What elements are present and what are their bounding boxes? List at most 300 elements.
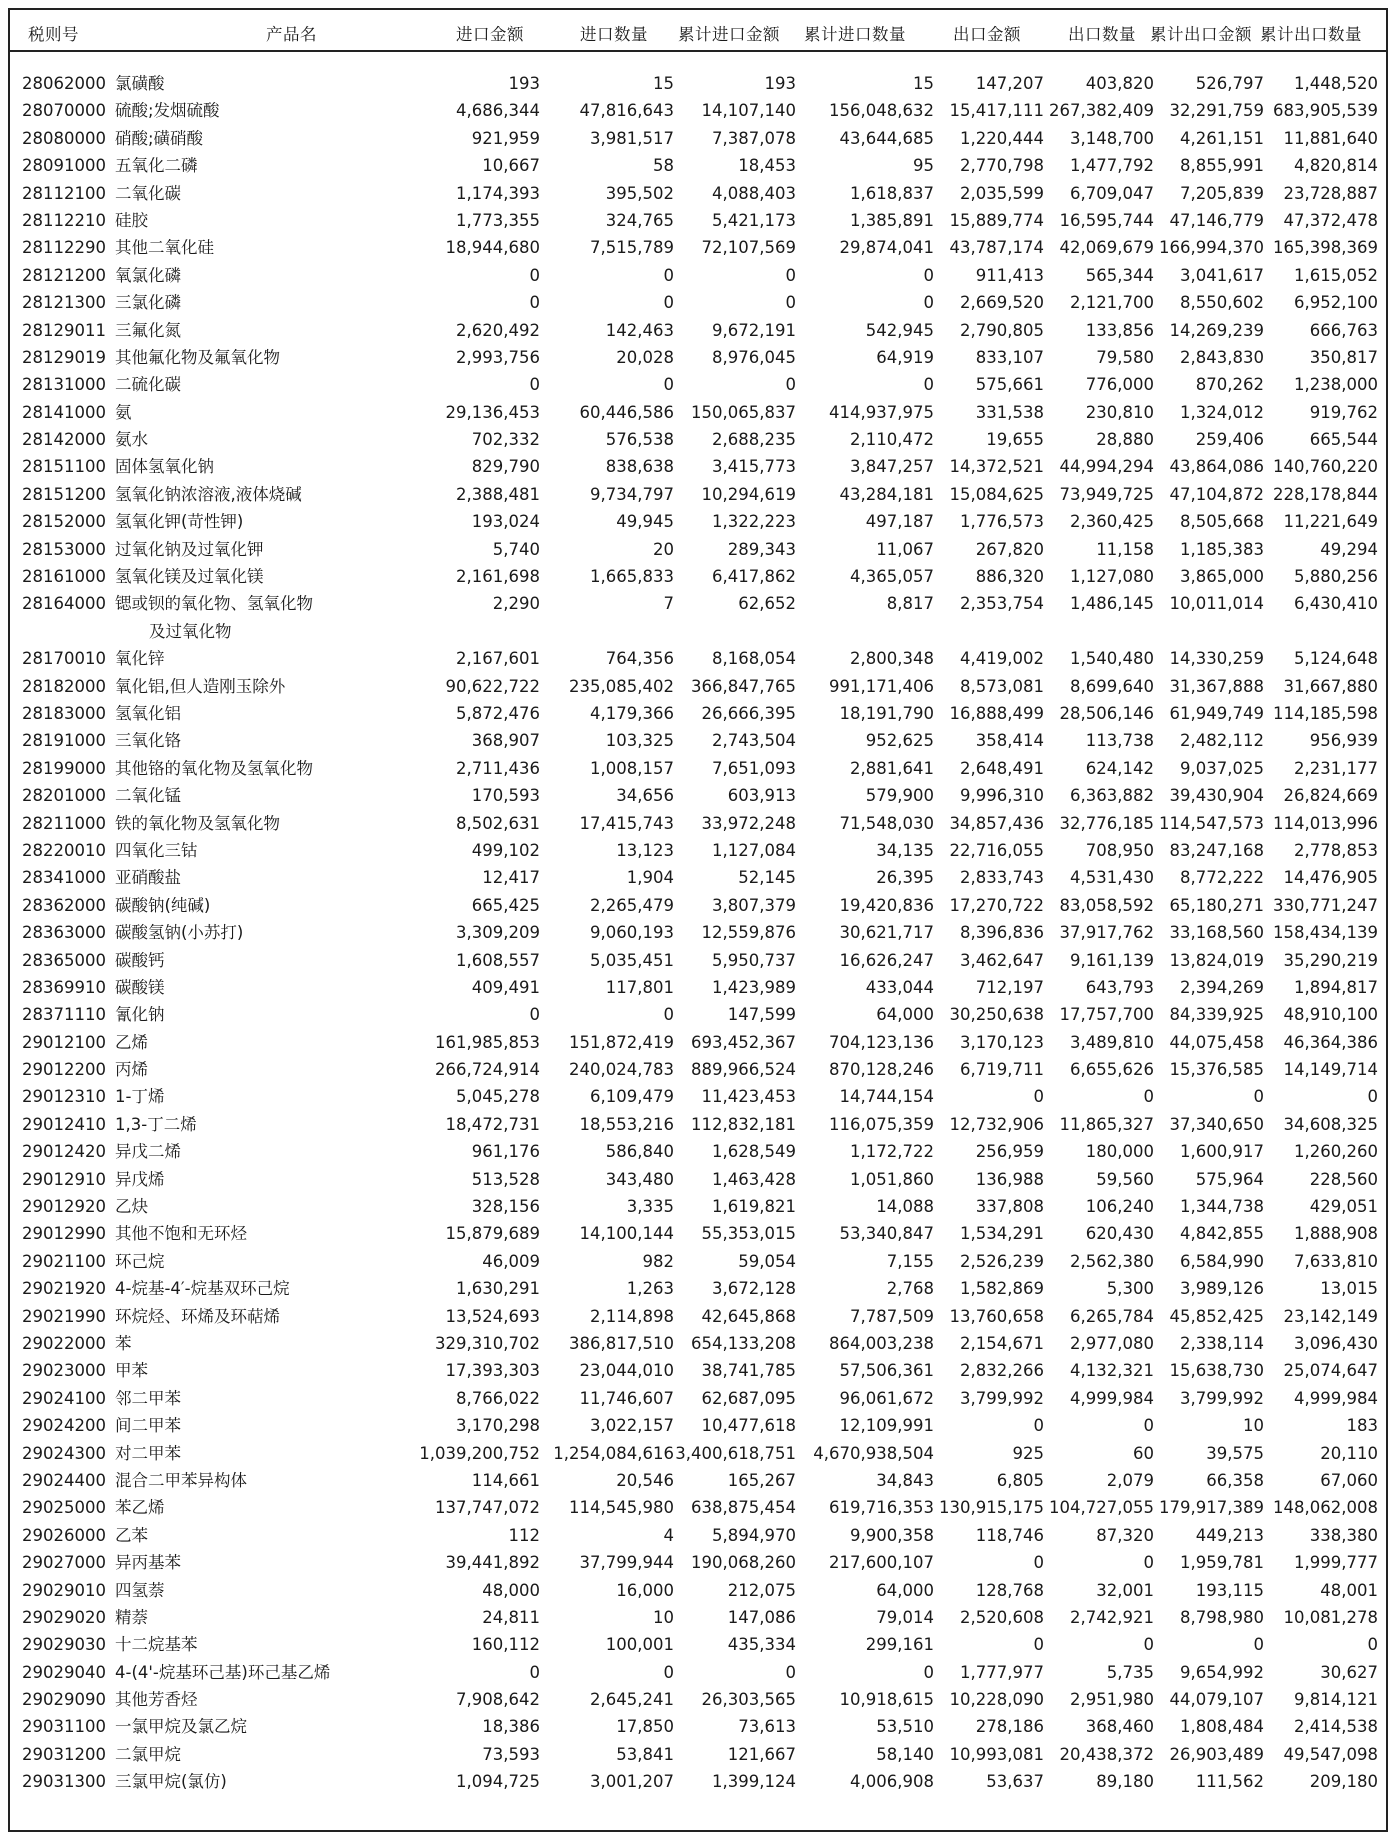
cum-export-qty-value: 20,110: [1320, 1443, 1378, 1463]
tariff-code: 28201000: [22, 786, 106, 806]
cum-import-amount-value: 1,322,223: [712, 512, 796, 532]
tariff-code: 28112100: [22, 183, 106, 203]
tariff-code: 29012100: [22, 1032, 106, 1052]
product-name-line: 氢氧化铝: [115, 704, 181, 723]
import-amount-value: 29,136,453: [445, 402, 540, 422]
tariff-code: 28371110: [22, 1005, 106, 1025]
product-name: [115, 727, 365, 754]
table-row: [10, 782, 1386, 809]
cum-import-amount-value: 638,875,454: [691, 1498, 796, 1518]
cum-export-qty-value: 228,560: [1309, 1169, 1378, 1189]
export-amount-value: 12,732,906: [949, 1114, 1044, 1134]
tariff-code: 28129011: [22, 320, 106, 340]
table-row: [10, 1604, 1386, 1631]
product-name-line: 二氧化碳: [115, 183, 181, 203]
export-amount-value: 15,417,111: [949, 101, 1044, 121]
product-name-line: 氨水: [115, 430, 148, 450]
cum-import-amount-value: 1,127,084: [712, 840, 796, 860]
export-amount-value: 2,770,798: [960, 156, 1044, 176]
import-qty-value: 395,502: [605, 183, 674, 203]
cum-import-qty-value: 18,191,790: [839, 704, 934, 723]
product-name-line: 三氯甲烷(氯仿): [115, 1772, 227, 1792]
export-qty-value: 42,069,679: [1059, 238, 1154, 258]
product-name-line: 其他二氧化硅: [115, 238, 214, 258]
table-row: [10, 755, 1386, 782]
product-name: [115, 1001, 365, 1028]
cum-import-amount-value: 4,088,403: [712, 183, 796, 203]
table-row: [10, 1713, 1386, 1740]
cum-export-qty-value: 30,627: [1320, 1662, 1378, 1682]
export-amount-value: 6,805: [996, 1470, 1044, 1490]
cum-export-amount-value: 1,185,383: [1180, 539, 1264, 559]
import-amount-value: 329,310,702: [435, 1333, 540, 1353]
table-row: [10, 371, 1386, 398]
cum-export-amount-value: 575,964: [1195, 1169, 1264, 1189]
table-row: [10, 152, 1386, 179]
cum-import-qty-value: 1,172,722: [850, 1142, 934, 1162]
table-row: [10, 563, 1386, 590]
import-qty-value: 7: [663, 594, 674, 614]
cum-import-qty-value: 58,140: [876, 1744, 934, 1764]
table-row: [10, 1001, 1386, 1028]
export-qty-value: 1,477,792: [1070, 156, 1154, 176]
export-amount-value: 2,353,754: [960, 594, 1044, 614]
tariff-code: 28182000: [22, 676, 106, 696]
cum-export-qty-value: 2,414,538: [1294, 1717, 1378, 1737]
cum-import-amount-value: 10,477,618: [701, 1416, 796, 1436]
cum-import-qty-value: 542,945: [865, 320, 934, 340]
export-amount-value: 8,396,836: [960, 923, 1044, 943]
product-name-line: 苯: [115, 1333, 132, 1353]
import-amount-value: 2,161,698: [456, 567, 540, 587]
cum-export-amount-value: 9,654,992: [1180, 1662, 1264, 1682]
product-name: [115, 481, 365, 508]
cum-import-qty-value: 0: [923, 265, 934, 285]
import-qty-value: 47,816,643: [579, 101, 674, 121]
import-qty-value: 14,100,144: [579, 1224, 674, 1244]
import-amount-value: 328,156: [471, 1197, 540, 1217]
table-row: [10, 1659, 1386, 1686]
import-qty-value: 37,799,944: [579, 1553, 674, 1573]
export-qty-value: 5,735: [1106, 1662, 1154, 1682]
import-amount-value: 15,879,689: [445, 1224, 540, 1244]
import-qty-value: 586,840: [605, 1142, 674, 1162]
export-amount-value: 9,996,310: [960, 786, 1044, 806]
cum-import-qty-value: 26,395: [876, 868, 934, 888]
cum-import-qty-value: 2,768: [886, 1279, 934, 1299]
import-amount-value: 702,332: [471, 430, 540, 450]
product-name: [115, 1111, 365, 1138]
product-name-line: 4-(4'-烷基环己基)环己基乙烯: [115, 1662, 331, 1682]
cum-import-amount-value: 654,133,208: [691, 1333, 796, 1353]
table-row: [10, 1220, 1386, 1247]
import-qty-value: 386,817,510: [569, 1333, 674, 1353]
export-amount-value: 130,915,175: [939, 1498, 1044, 1518]
cum-import-qty-value: 12,109,991: [839, 1416, 934, 1436]
cum-import-amount-value: 0: [785, 375, 796, 395]
export-amount-value: 1,776,573: [960, 512, 1044, 532]
export-amount-value: 0: [1033, 1416, 1044, 1436]
export-qty-value: 624,142: [1085, 758, 1154, 778]
product-name: [115, 207, 365, 234]
table-row: [10, 1166, 1386, 1193]
table-row: [10, 481, 1386, 508]
import-qty-value: 324,765: [605, 210, 674, 230]
export-amount-value: 2,669,520: [960, 293, 1044, 313]
product-name-line: 对二甲苯: [115, 1443, 181, 1463]
cum-export-amount-value: 83,247,168: [1169, 840, 1264, 860]
product-name-line: 锶或钡的氧化物、氢氧化物: [115, 594, 313, 614]
cum-import-amount-value: 10,294,619: [701, 484, 796, 504]
import-qty-value: 2,114,898: [590, 1306, 674, 1326]
product-name: [115, 947, 365, 974]
import-qty-value: 4,179,366: [590, 704, 674, 723]
cum-import-amount-value: 62,652: [738, 594, 796, 614]
tariff-code: 28161000: [22, 567, 106, 587]
export-qty-value: 83,058,592: [1059, 895, 1154, 915]
cum-export-amount-value: 4,842,855: [1180, 1224, 1264, 1244]
export-amount-value: 925: [1012, 1443, 1044, 1463]
cum-export-qty-value: 956,939: [1309, 731, 1378, 751]
import-qty-value: 20,546: [616, 1470, 674, 1490]
export-qty-value: 2,079: [1106, 1470, 1154, 1490]
table-row: [10, 1631, 1386, 1658]
tariff-code: 29031300: [22, 1772, 106, 1792]
cum-import-amount-value: 7,387,078: [712, 128, 796, 148]
header-cum-import-amount: 累计进口金额: [678, 25, 780, 44]
import-qty-value: 235,085,402: [569, 676, 674, 696]
product-name: [115, 317, 365, 344]
cum-import-amount-value: 72,107,569: [701, 238, 796, 258]
import-qty-value: 16,000: [616, 1580, 674, 1600]
cum-import-amount-value: 5,894,970: [712, 1525, 796, 1545]
import-qty-value: 60,446,586: [579, 402, 674, 422]
cum-export-qty-value: 35,290,219: [1283, 950, 1378, 970]
export-qty-value: 133,856: [1085, 320, 1154, 340]
import-amount-value: 5,045,278: [456, 1087, 540, 1107]
product-name: [115, 1604, 365, 1631]
export-qty-value: 0: [1143, 1635, 1154, 1655]
cum-import-amount-value: 0: [785, 293, 796, 313]
export-amount-value: 4,419,002: [960, 649, 1044, 669]
cum-import-qty-value: 2,110,472: [850, 430, 934, 450]
export-qty-value: 37,917,762: [1059, 923, 1154, 943]
export-qty-value: 2,360,425: [1070, 512, 1154, 532]
export-amount-value: 22,716,055: [949, 840, 1044, 860]
cum-export-qty-value: 4,999,984: [1294, 1388, 1378, 1408]
cum-export-qty-value: 1,894,817: [1294, 977, 1378, 997]
cum-import-amount-value: 14,107,140: [701, 101, 796, 121]
import-qty-value: 0: [663, 1005, 674, 1025]
table-row: [10, 344, 1386, 371]
cum-import-qty-value: 43,644,685: [839, 128, 934, 148]
table-row: [10, 1111, 1386, 1138]
cum-import-qty-value: 870,128,246: [829, 1060, 934, 1080]
export-qty-value: 104,727,055: [1049, 1498, 1154, 1518]
table-row: [10, 1494, 1386, 1521]
tariff-code: 29031100: [22, 1717, 106, 1737]
product-name: [115, 1330, 365, 1357]
cum-import-amount-value: 33,972,248: [701, 813, 796, 833]
tariff-code: 28183000: [22, 704, 106, 723]
export-amount-value: 15,084,625: [949, 484, 1044, 504]
cum-import-qty-value: 7,155: [886, 1251, 934, 1271]
cum-import-qty-value: 10,918,615: [839, 1690, 934, 1710]
product-name-line: 四氧化三钴: [115, 840, 198, 860]
header-cum-import-qty: 累计进口数量: [804, 25, 906, 44]
product-name-line: 铁的氧化物及氢氧化物: [115, 813, 280, 833]
cum-import-amount-value: 52,145: [738, 868, 796, 888]
product-name-line: 氰化钠: [115, 1005, 165, 1025]
export-qty-value: 1,127,080: [1070, 567, 1154, 587]
cum-import-qty-value: 619,716,353: [829, 1498, 934, 1518]
product-name-line: 十二烷基苯: [115, 1635, 198, 1655]
import-amount-value: 7,908,642: [456, 1690, 540, 1710]
import-amount-value: 961,176: [471, 1142, 540, 1162]
export-qty-value: 230,810: [1085, 402, 1154, 422]
import-amount-value: 2,620,492: [456, 320, 540, 340]
tariff-code: 28112290: [22, 238, 106, 258]
cum-import-amount-value: 8,168,054: [712, 649, 796, 669]
export-amount-value: 2,520,608: [960, 1607, 1044, 1627]
table-row: [10, 919, 1386, 946]
product-name-line: 邻二甲苯: [115, 1388, 181, 1408]
table-row: [10, 97, 1386, 124]
cum-import-amount-value: 147,086: [727, 1607, 796, 1627]
product-name-line: 其他芳香烃: [115, 1690, 198, 1710]
cum-import-amount-value: 73,613: [738, 1717, 796, 1737]
cum-export-qty-value: 11,221,649: [1283, 512, 1378, 532]
tariff-code: 29023000: [22, 1361, 106, 1381]
cum-export-amount-value: 32,291,759: [1169, 101, 1264, 121]
table-row: [10, 1193, 1386, 1220]
import-qty-value: 17,415,743: [579, 813, 674, 833]
cum-import-qty-value: 64,000: [876, 1580, 934, 1600]
export-qty-value: 4,999,984: [1070, 1388, 1154, 1408]
import-qty-value: 114,545,980: [569, 1498, 674, 1518]
header-cum-export-amount: 累计出口金额: [1150, 25, 1252, 44]
table-row: [10, 1083, 1386, 1110]
import-qty-value: 13,123: [616, 840, 674, 860]
product-name-line: 精萘: [115, 1607, 148, 1627]
cum-export-amount-value: 0: [1253, 1635, 1264, 1655]
product-name: [115, 1248, 365, 1275]
tariff-code: 28362000: [22, 895, 106, 915]
import-amount-value: 1,094,725: [456, 1772, 540, 1792]
tariff-code: 29012410: [22, 1114, 106, 1134]
cum-export-amount-value: 8,505,668: [1180, 512, 1264, 532]
product-name: [115, 508, 365, 535]
cum-export-amount-value: 179,917,389: [1159, 1498, 1264, 1518]
product-name-line: 乙苯: [115, 1525, 148, 1545]
product-name: [115, 1549, 365, 1576]
cum-export-amount-value: 166,994,370: [1159, 238, 1264, 258]
tariff-code: 29031200: [22, 1744, 106, 1764]
import-qty-value: 343,480: [605, 1169, 674, 1189]
product-name: [115, 1412, 365, 1439]
cum-import-amount-value: 26,666,395: [701, 704, 796, 723]
cum-import-qty-value: 991,171,406: [829, 676, 934, 696]
header-export-amount: 出口金额: [953, 25, 1021, 44]
cum-export-amount-value: 15,638,730: [1169, 1361, 1264, 1381]
export-amount-value: 911,413: [975, 265, 1044, 285]
import-qty-value: 1,665,833: [590, 567, 674, 587]
product-name-line: 其他氟化物及氟氧化物: [115, 347, 280, 367]
export-qty-value: 8,699,640: [1070, 676, 1154, 696]
tariff-code: 28151200: [22, 484, 106, 504]
product-name: [115, 837, 365, 864]
cum-export-amount-value: 1,959,781: [1180, 1553, 1264, 1573]
cum-export-qty-value: 1,260,260: [1294, 1142, 1378, 1162]
export-qty-value: 28,880: [1096, 430, 1154, 450]
cum-export-amount-value: 33,168,560: [1169, 923, 1264, 943]
cum-import-amount-value: 889,966,524: [691, 1060, 796, 1080]
product-name-line: 氢氧化钾(苛性钾): [115, 512, 244, 532]
tariff-code: 29025000: [22, 1498, 106, 1518]
table-row: [10, 70, 1386, 97]
cum-import-amount-value: 42,645,868: [701, 1306, 796, 1326]
export-qty-value: 87,320: [1096, 1525, 1154, 1545]
tariff-code: 28365000: [22, 950, 106, 970]
cum-import-qty-value: 864,003,238: [829, 1333, 934, 1353]
product-name-line: 其他铬的氧化物及氢氧化物: [115, 758, 313, 778]
export-qty-value: 20,438,372: [1059, 1744, 1154, 1764]
product-name-line: 碳酸镁: [115, 977, 165, 997]
export-qty-value: 44,994,294: [1059, 457, 1154, 477]
export-amount-value: 331,538: [975, 402, 1044, 422]
cum-export-qty-value: 23,728,887: [1283, 183, 1378, 203]
export-amount-value: 833,107: [975, 347, 1044, 367]
cum-export-qty-value: 148,062,008: [1273, 1498, 1378, 1518]
cum-export-qty-value: 34,608,325: [1283, 1114, 1378, 1134]
header-name: 产品名: [266, 25, 317, 44]
cum-export-qty-value: 665,544: [1309, 430, 1378, 450]
import-qty-value: 1,263: [626, 1279, 674, 1299]
product-name-line: 乙烯: [115, 1032, 148, 1052]
product-name-line: 二硫化碳: [115, 375, 181, 395]
product-name-line: 三氧化铬: [115, 731, 181, 751]
table-row: [10, 1522, 1386, 1549]
export-qty-value: 0: [1143, 1087, 1154, 1107]
export-qty-value: 1,540,480: [1070, 649, 1154, 669]
tariff-code: 29012920: [22, 1197, 106, 1217]
cum-import-qty-value: 1,385,891: [850, 210, 934, 230]
import-amount-value: 3,170,298: [456, 1416, 540, 1436]
cum-import-amount-value: 1,628,549: [712, 1142, 796, 1162]
product-name-line: 异戊二烯: [115, 1142, 181, 1162]
import-qty-value: 7,515,789: [590, 238, 674, 258]
cum-export-amount-value: 1,600,917: [1180, 1142, 1264, 1162]
import-amount-value: 193,024: [471, 512, 540, 532]
import-qty-value: 18,553,216: [579, 1114, 674, 1134]
product-name-line: 硅胶: [115, 210, 148, 230]
cum-export-amount-value: 2,482,112: [1180, 731, 1264, 751]
product-name-line: 其他不饱和无环烃: [115, 1224, 247, 1244]
tariff-code: 28151100: [22, 457, 106, 477]
product-name: [115, 344, 365, 371]
product-name: [115, 289, 365, 316]
export-qty-value: 0: [1143, 1553, 1154, 1573]
cum-import-amount-value: 190,068,260: [691, 1553, 796, 1573]
tariff-code: 28152000: [22, 512, 106, 532]
table-header: [10, 10, 1386, 52]
product-name: [115, 399, 365, 426]
tariff-code: 29024100: [22, 1388, 106, 1408]
table-row: [10, 1440, 1386, 1467]
product-name-line: 过氧化钠及过氧化钾: [115, 539, 264, 559]
tariff-code: 29021100: [22, 1251, 106, 1271]
cum-import-amount-value: 212,075: [727, 1580, 796, 1600]
table-row: [10, 837, 1386, 864]
import-amount-value: 2,388,481: [456, 484, 540, 504]
import-qty-value: 6,109,479: [590, 1087, 674, 1107]
cum-import-amount-value: 38,741,785: [701, 1361, 796, 1381]
import-amount-value: 18,386: [482, 1717, 540, 1737]
export-amount-value: 43,787,174: [949, 238, 1044, 258]
import-amount-value: 266,724,914: [435, 1060, 540, 1080]
import-amount-value: 161,985,853: [435, 1032, 540, 1052]
import-amount-value: 8,766,022: [456, 1388, 540, 1408]
cum-export-qty-value: 919,762: [1309, 402, 1378, 422]
import-qty-value: 1,254,084,616: [553, 1443, 674, 1463]
import-amount-value: 0: [529, 293, 540, 313]
export-qty-value: 60: [1133, 1443, 1154, 1463]
import-qty-value: 2,645,241: [590, 1690, 674, 1710]
table-row: [10, 700, 1386, 727]
cum-export-qty-value: 2,778,853: [1294, 840, 1378, 860]
tariff-code: 28164000: [22, 594, 106, 614]
product-name: [115, 70, 365, 97]
cum-import-amount-value: 8,976,045: [712, 347, 796, 367]
cum-export-qty-value: 49,547,098: [1283, 1744, 1378, 1764]
product-name-line: 甲苯: [115, 1361, 148, 1381]
export-amount-value: 0: [1033, 1635, 1044, 1655]
header-code: 税则号: [28, 25, 79, 44]
import-amount-value: 46,009: [482, 1251, 540, 1271]
export-amount-value: 337,808: [975, 1197, 1044, 1217]
export-qty-value: 565,344: [1085, 265, 1154, 285]
cum-export-qty-value: 67,060: [1320, 1470, 1378, 1490]
import-amount-value: 10,667: [482, 156, 540, 176]
cum-export-qty-value: 350,817: [1309, 347, 1378, 367]
export-qty-value: 11,158: [1096, 539, 1154, 559]
product-name-line: 五氧化二磷: [115, 156, 198, 176]
cum-export-qty-value: 6,952,100: [1294, 293, 1378, 313]
cum-import-amount-value: 59,054: [738, 1251, 796, 1271]
table-row: [10, 1741, 1386, 1768]
cum-export-qty-value: 26,824,669: [1283, 786, 1378, 806]
tariff-code: 29029020: [22, 1607, 106, 1627]
cum-import-qty-value: 0: [923, 1662, 934, 1682]
product-name: [115, 125, 365, 152]
export-amount-value: 2,648,491: [960, 758, 1044, 778]
cum-export-qty-value: 47,372,478: [1283, 210, 1378, 230]
cum-export-amount-value: 37,340,650: [1169, 1114, 1264, 1134]
cum-export-qty-value: 114,185,598: [1273, 704, 1378, 723]
cum-import-amount-value: 1,423,989: [712, 977, 796, 997]
tariff-code: 29012420: [22, 1142, 106, 1162]
export-amount-value: 886,320: [975, 567, 1044, 587]
export-qty-value: 79,580: [1096, 347, 1154, 367]
tariff-code: 28220010: [22, 840, 106, 860]
product-name-line: 氢氧化镁及过氧化镁: [115, 567, 264, 587]
import-qty-value: 4: [663, 1525, 674, 1545]
table-row: [10, 508, 1386, 535]
table-row: [10, 590, 1386, 645]
export-qty-value: 1,486,145: [1070, 594, 1154, 614]
import-qty-value: 0: [663, 375, 674, 395]
import-qty-value: 0: [663, 293, 674, 313]
